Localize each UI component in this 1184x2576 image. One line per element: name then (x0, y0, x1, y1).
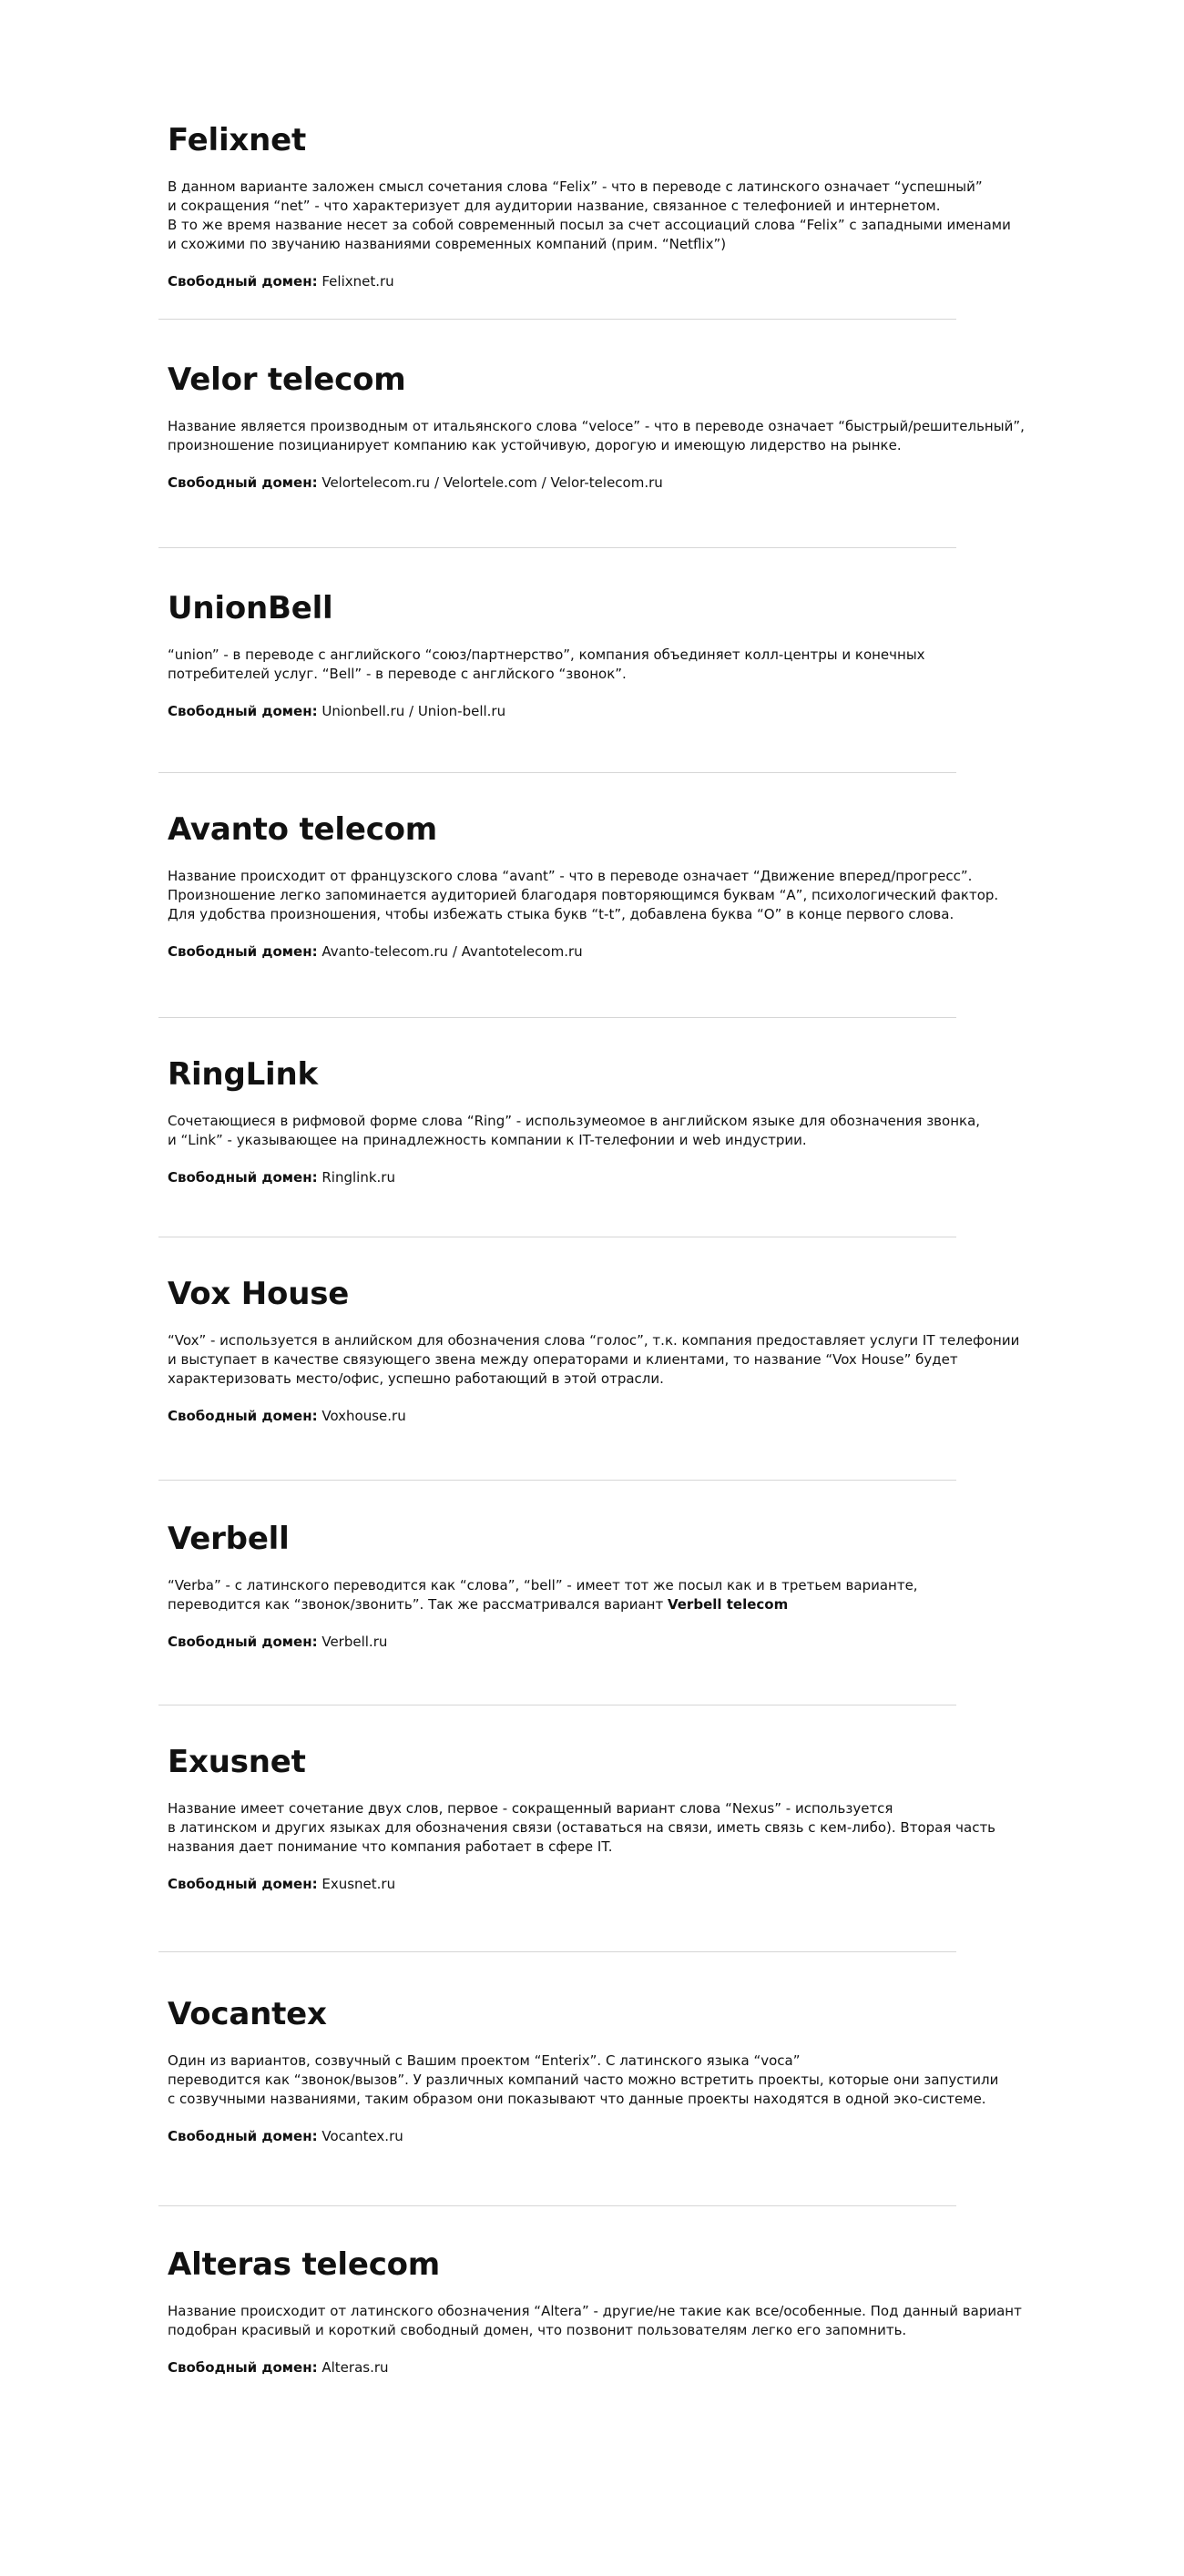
free-domain-label: Свободный домен: (168, 943, 318, 961)
option-description (168, 867, 1078, 924)
option-title: Exusnet (168, 1744, 306, 1780)
description-line: и выступает в качестве связующего звена между операторами и клиентами, то название “Vox House” будет (168, 1351, 958, 1369)
option-title: Velor telecom (168, 361, 406, 398)
free-domain (168, 1407, 1078, 1426)
free-domain-label: Свободный домен: (168, 1634, 318, 1651)
free-domain-value: Verbell.ru (322, 1634, 388, 1651)
description-line: В данном варианте заложен смысл сочетания слова “Felix” - что в переводе с латинского означает “успешный” (168, 178, 983, 196)
description-line: Сочетающиеся в рифмовой форме слова “Ring” - использумеомое в английском языке для обозначения звонка, (168, 1113, 981, 1130)
name-option-unionbell (168, 548, 1078, 772)
free-domain-label: Свободный домен: (168, 1169, 318, 1186)
option-description (168, 2052, 1078, 2109)
option-description (168, 2302, 1078, 2340)
description-line: “Verba” - с латинского переводится как “слова”, “bell” - имеет тот же посыл как и в третьем варианте, (168, 1577, 918, 1594)
free-domain (168, 702, 1078, 721)
name-option-felixnet (168, 124, 1078, 319)
name-option-avanto-telecom (168, 773, 1078, 1017)
description-line: подобран красивый и короткий свободный домен, что позвонит пользователям легко его запомнить. (168, 2322, 907, 2339)
option-description (168, 1331, 1078, 1389)
free-domain-value: Avanto-telecom.ru / Avantotelecom.ru (322, 943, 583, 961)
description-line: Один из вариантов, созвучный с Вашим проектом “Enterix”. С латинского языка “voca” (168, 2052, 801, 2070)
description-line: Название имеет сочетание двух слов, первое - сокращенный вариант слова “Nexus” - используется (168, 1800, 893, 1817)
description-line: названия дает понимание что компания работает в сфере IT. (168, 1838, 613, 1856)
description-line: произношение позицианирует компанию как устойчивую, дорогую и имеющую лидерство на рынке. (168, 437, 902, 454)
description-line: потребителей услуг. “Bell” - в переводе с англйского “звонок”. (168, 666, 627, 683)
option-title: Vocantex (168, 1996, 327, 2032)
name-option-alteras-telecom (168, 2206, 1078, 2407)
free-domain-label: Свободный домен: (168, 1408, 318, 1425)
option-title: Avanto telecom (168, 811, 438, 848)
free-domain-label: Свободный домен: (168, 2359, 318, 2377)
description-line: и схожими по звучанию названиями современных компаний (прим. “Netflix”) (168, 236, 727, 253)
description-line: переводится как “звонок/вызов”. У различных компаний часто можно встретить проекты, которые они запустили (168, 2072, 999, 2089)
free-domain-value: Ringlink.ru (322, 1169, 395, 1186)
option-title: Felixnet (168, 122, 307, 158)
description-line: Произношение легко запоминается аудиторией благодаря повторяющимся буквам “А”, психологический фактор. (168, 887, 999, 904)
free-domain (168, 942, 1078, 962)
name-option-velor-telecom (168, 320, 1078, 547)
free-domain-value: Exusnet.ru (322, 1876, 396, 1893)
description-text: переводится как “звонок/звонить”. Так же рассматривался вариант (168, 1596, 668, 1614)
description-line: Название является производным от итальянского слова “veloce” - что в переводе означает “быстрый/решительный”, (168, 418, 1025, 435)
name-option-verbell (168, 1481, 1078, 1705)
free-domain-value: Vocantex.ru (322, 2128, 403, 2145)
free-domain-label: Свободный домен: (168, 703, 318, 720)
free-domain-value: Velortelecom.ru / Velortele.com / Velor-telecom.ru (322, 474, 663, 492)
free-domain (168, 1633, 1078, 1652)
description-line: характеризовать место/офис, успешно работающий в этой отрасли. (168, 1370, 664, 1388)
name-option-vocantex (168, 1952, 1078, 2205)
description-highlight: Verbell telecom (667, 1596, 789, 1614)
option-title: Alteras telecom (168, 2246, 441, 2283)
free-domain-value: Alteras.ru (322, 2359, 389, 2377)
free-domain (168, 1168, 1078, 1187)
option-description (168, 646, 1078, 684)
description-line (168, 1595, 1078, 1614)
free-domain-label: Свободный домен: (168, 1876, 318, 1893)
free-domain (168, 2358, 1078, 2377)
option-title: UnionBell (168, 590, 333, 626)
free-domain-label: Свободный домен: (168, 474, 318, 492)
free-domain-value: Unionbell.ru / Union-bell.ru (322, 703, 506, 720)
name-option-vox-house (168, 1237, 1078, 1480)
description-line: В то же время название несет за собой современный посыл за счет ассоциаций слова “Felix” с западными именами (168, 217, 1011, 234)
free-domain (168, 473, 1078, 493)
description-line: Название происходит от латинского обозначения “Altera” - другие/не такие как все/особенные. Под данный вариант (168, 2303, 1022, 2320)
free-domain-value: Voxhouse.ru (322, 1408, 406, 1425)
name-option-ringlink (168, 1018, 1078, 1237)
option-description (168, 417, 1078, 455)
description-line: в латинском и других языках для обозначения связи (оставаться на связи, иметь связь с кем-либо). Вторая часть (168, 1819, 996, 1837)
option-description (168, 1799, 1078, 1857)
option-title: RingLink (168, 1056, 318, 1093)
description-line: “union” - в переводе с английского “союз/партнерство”, компания объединяет колл-центры и конечных (168, 647, 925, 664)
option-title: Verbell (168, 1521, 290, 1557)
description-line: “Vox” - используется в анлийском для обозначения слова “голос”, т.к. компания предоставляет услуги IT телефонии (168, 1332, 1020, 1349)
description-line: с созвучными названиями, таким образом они показывают что данные проекты находятся в одной эко-системе. (168, 2091, 986, 2108)
description-line: Название происходит от французского слова “avant” - что в переводе означает “Движение вперед/прогресс”. (168, 868, 973, 885)
option-description (168, 1112, 1078, 1150)
free-domain (168, 1875, 1078, 1894)
name-option-exusnet (168, 1705, 1078, 1951)
option-description (168, 1576, 1078, 1614)
option-description (168, 178, 1078, 254)
description-line: и “Link” - указывающее на принадлежность компании к IT-телефонии и web индустрии. (168, 1132, 807, 1149)
free-domain-label: Свободный домен: (168, 273, 318, 290)
description-line: и сокращения “net” - что характеризует для аудитории название, связанное с телефонией и интернетом. (168, 198, 941, 215)
free-domain-label: Свободный домен: (168, 2128, 318, 2145)
free-domain (168, 272, 1078, 291)
free-domain-value: Felixnet.ru (322, 273, 394, 290)
option-title: Vox House (168, 1276, 350, 1312)
description-line: Для удобства произношения, чтобы избежать стыка букв “t-t”, добавлена буква “О” в конце первого слова. (168, 906, 954, 923)
free-domain (168, 2127, 1078, 2146)
